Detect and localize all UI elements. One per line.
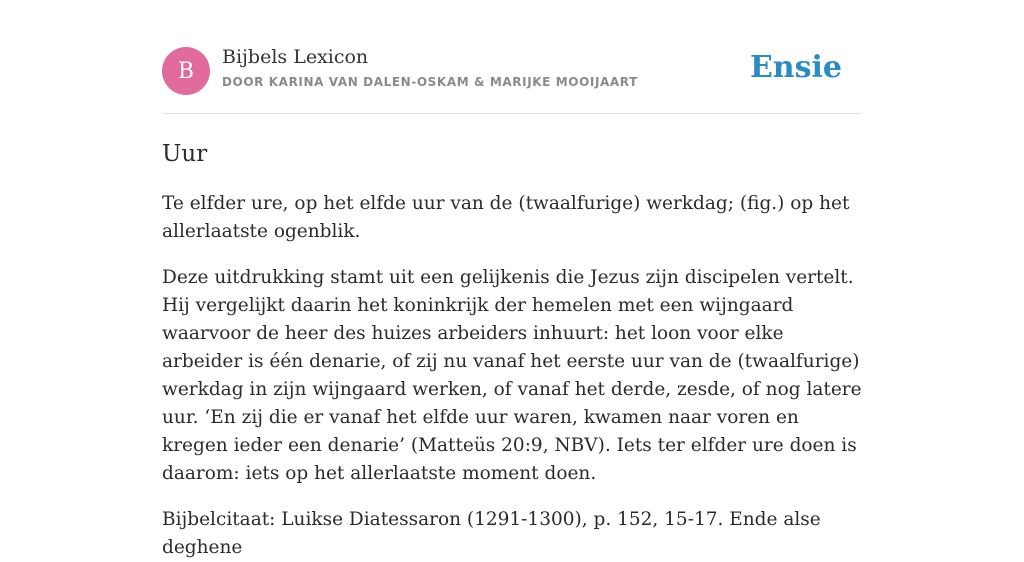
header [162, 0, 862, 114]
avatar[interactable]: B [162, 47, 210, 95]
page [162, 0, 862, 562]
entry-title: Uur [162, 141, 208, 167]
book-title[interactable]: Bijbels Lexicon [222, 46, 369, 68]
entry-citation: Bijbelcitaat: Luikse Diatessaron (1291-1300), p. 152, 15-17. Ende alse deghene [162, 509, 821, 558]
entry-definition: Te elfder ure, op het elfde uur van de (twaalfurige) werkdag; (fig.) op het allerlaatste ogenblik. [162, 193, 850, 242]
authors-byline: DOOR KARINA VAN DALEN-OSKAM & MARIJKE MOOIJAART [222, 75, 638, 89]
brand-logo[interactable]: Ensie [749, 50, 842, 85]
entry-body: Deze uitdrukking stamt uit een gelijkenis die Jezus zijn discipelen vertelt. Hij vergelijkt daarin het koninkrijk der hemelen met een wijngaard waarvoor de heer des huizes arbeiders inhuurt: het loon voor elke arbeider is één denarie, of zij nu vanaf het eerste uur van de (twaalfurige) werkdag in zijn wijngaard werken, of vanaf het derde, zesde, of nog latere uur. ‘En zij die er vanaf het elfde uur waren, kwamen naar voren en kregen ieder een denarie’ (Matteüs 20:9, NBV). Iets ter elfder ure doen is daarom: iets op het allerlaatste moment doen. [162, 267, 862, 484]
